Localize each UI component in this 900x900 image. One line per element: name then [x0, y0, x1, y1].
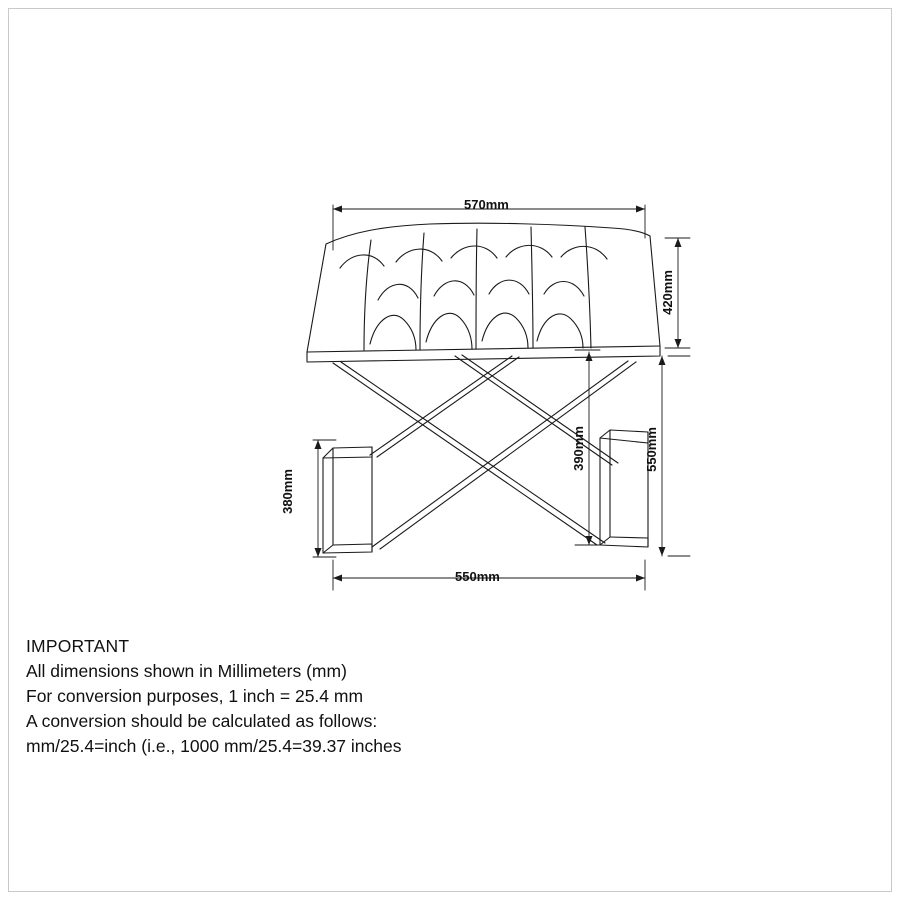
- dimension-label-depth-seat: 420mm: [659, 270, 675, 315]
- dimension-label-width-base: 550mm: [455, 569, 500, 584]
- dimension-label-width-top: 570mm: [464, 197, 509, 212]
- important-notes: [26, 634, 626, 759]
- notes-line-3: A conversion should be calculated as follows:: [26, 711, 378, 731]
- seat-cushion: [307, 223, 660, 362]
- notes-line-4: mm/25.4=inch (i.e., 1000 mm/25.4=39.37 inches: [26, 736, 402, 756]
- dimension-label-height-inner: 390mm: [570, 426, 586, 471]
- x-base-frame: [323, 355, 648, 553]
- dimension-lines: [313, 205, 690, 590]
- dimension-label-depth-base: 380mm: [279, 469, 295, 514]
- notes-line-1: All dimensions shown in Millimeters (mm): [26, 661, 347, 681]
- dimension-label-height-total: 550mm: [643, 427, 659, 472]
- notes-line-2: For conversion purposes, 1 inch = 25.4 mm: [26, 686, 364, 706]
- notes-title: IMPORTANT: [26, 636, 130, 656]
